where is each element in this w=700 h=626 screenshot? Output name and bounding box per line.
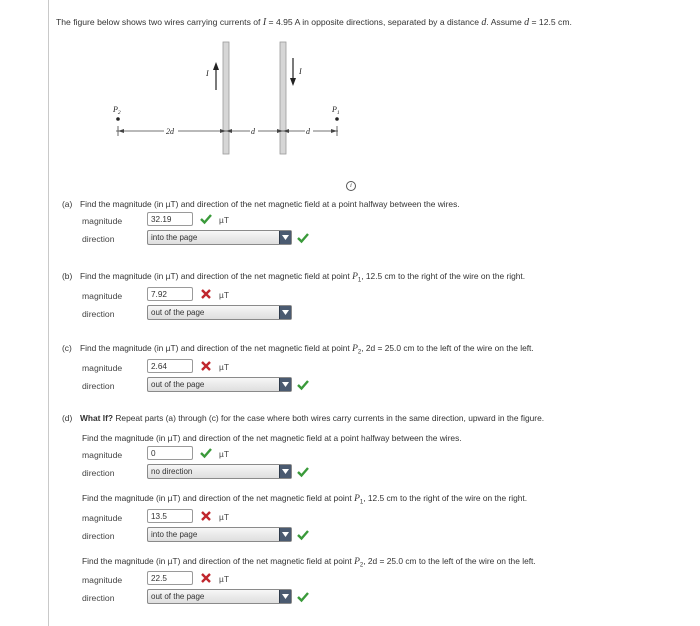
point-p2-label: $P_2$ [113,105,121,116]
magnitude-input[interactable]: 13.5 [147,509,193,523]
magnitude-label: magnitude [82,450,123,460]
part-d-question: (d) What If? Repeat parts (a) through (c) for the case where both wires carry currents in the same direction, upward in the figure. [62,413,545,423]
direction-select[interactable]: into the page [147,230,292,245]
problem-statement: The figure below shows two wires carrying currents of I = 4.95 A in opposite directions, separated by a distance d. Assume d = 12.5 cm. [56,17,572,28]
magnitude-input[interactable]: 32.19 [147,212,193,226]
direction-select[interactable]: out of the page [147,305,292,320]
magnitude-label: magnitude [82,362,123,373]
wire-left [223,42,229,154]
direction-select[interactable]: into the page [147,527,292,542]
x-icon [199,287,213,301]
unit-label: µT [219,574,229,585]
part-d-sub2-question: Find the magnitude (in µT) and direction of the net magnetic field at point $P_1$, 12.5 cm to the right of the wire on the right. [82,493,528,506]
dimension-d-mid: d [251,127,255,136]
dropdown-arrow-icon[interactable] [279,590,291,603]
dropdown-arrow-icon[interactable] [279,231,291,244]
direction-select[interactable]: out of the page [147,589,292,604]
check-icon [296,528,310,542]
unit-label: µT [219,361,229,372]
point-p2 [116,117,120,121]
current-label-left: I [206,69,209,78]
unit-label: µT [219,215,229,225]
info-icon[interactable]: i [346,181,356,191]
check-icon [199,212,213,226]
current-down-arrow-icon [290,78,296,86]
part-d-sub1-question: Find the magnitude (in µT) and direction of the net magnetic field at a point halfway between the wires. [82,433,462,443]
direction-label: direction [82,308,115,319]
part-a [62,199,682,247]
dimension-2d: 2d [166,127,174,136]
current-up-arrow-icon [213,62,219,70]
magnitude-label: magnitude [82,216,123,226]
x-icon [199,359,213,373]
part-b-question: (b) Find the magnitude (in µT) and direction of the net magnetic field at point $P_1$, 12.5 cm to the right of the wire on the right. [62,271,526,284]
magnitude-input[interactable]: 22.5 [147,571,193,585]
x-icon [199,571,213,585]
dimension-d-right: d [306,127,310,136]
current-label-right: I [299,67,302,76]
direction-label: direction [82,530,115,541]
direction-label: direction [82,593,115,604]
direction-select[interactable]: out of the page [147,377,292,392]
part-a-question: (a) Find the magnitude (in µT) and direction of the net magnetic field at a point halfway between the wires. [62,199,460,209]
direction-label: direction [82,380,115,391]
magnitude-input[interactable]: 2.64 [147,359,193,373]
dropdown-arrow-icon[interactable] [279,528,291,541]
check-icon [296,590,310,604]
dropdown-arrow-icon[interactable] [279,465,291,478]
unit-label: µT [219,449,229,459]
magnitude-label: magnitude [82,575,123,586]
check-icon [199,446,213,460]
unit-label: µT [219,511,229,522]
direction-label: direction [82,468,115,478]
dropdown-arrow-icon[interactable] [279,378,291,391]
magnitude-input[interactable]: 0 [147,446,193,460]
part-b [62,271,682,322]
wires-figure [100,38,340,158]
unit-label: µT [219,289,229,300]
direction-label: direction [82,234,115,244]
x-icon [199,509,213,523]
point-p1-label: $P_1$ [332,105,340,116]
check-icon [296,378,310,392]
part-d [62,413,682,606]
dropdown-arrow-icon[interactable] [279,306,291,319]
magnitude-label: magnitude [82,512,123,523]
direction-select[interactable]: no direction [147,464,292,479]
point-p1 [335,117,339,121]
part-c-question: (c) Find the magnitude (in µT) and direction of the net magnetic field at point $P_2$, 2d = 25.0 cm to the left of the wire on the left. [62,343,534,356]
check-icon [296,465,310,479]
check-icon [296,231,310,245]
wire-right [280,42,286,154]
part-d-sub3-question: Find the magnitude (in µT) and direction of the net magnetic field at point $P_2$, 2d = 25.0 cm to the left of the wire on the left. [82,555,536,569]
part-c [62,343,682,394]
magnitude-label: magnitude [82,290,123,301]
magnitude-input[interactable]: 7.92 [147,287,193,301]
